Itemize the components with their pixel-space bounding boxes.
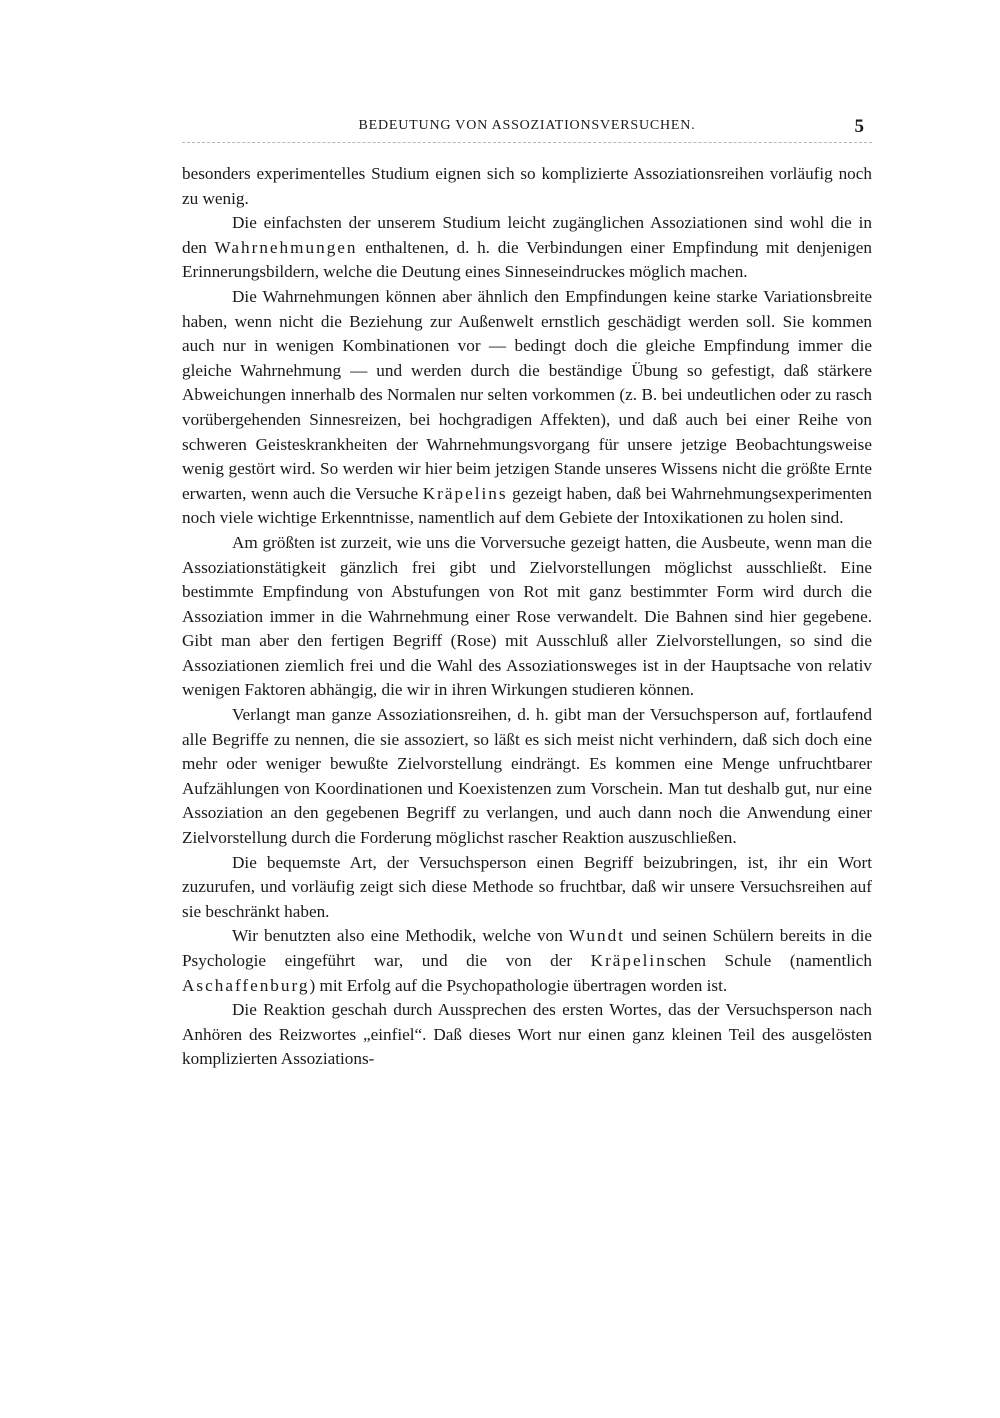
emphasis-aschaffenburg: Aschaffenburg <box>182 975 310 995</box>
emphasis-wahrnehmungen: Wahrnehmungen <box>214 237 358 257</box>
body-text <box>182 162 872 1072</box>
header-rule <box>182 142 872 143</box>
paragraph-1: besonders experimentelles Studium eignen sich so komplizierte Assoziationsreihen vorläufig noch zu wenig. <box>182 164 872 208</box>
paragraph-6: Die bequemste Art, der Versuchsperson einen Begriff beizubringen, ist, ihr ein Wort zuzurufen, und vorläufig zeigt sich diese Methode so fruchtbar, daß wir unsere Versuchsreihen auf sie beschränkt haben. <box>182 852 872 921</box>
page-header <box>182 118 872 142</box>
paragraph-2: Die einfachsten der unserem Studium leicht zugänglichen Assoziationen sind wohl die in den Wahrnehmungen enthaltenen, d. h. die Verbindungen einer Empfindung mit denjenigen Erinnerungsbildern, welche die Deutung eines Sinneseindruckes möglich machen. <box>182 213 872 282</box>
paragraph-4: Am größten ist zurzeit, wie uns die Vorversuche gezeigt hatten, die Ausbeute, wenn man die Assoziationstätigkeit gänzlich frei gibt und Zielvorstellungen möglichst ausschließt. Eine bestimmte Empfindung von Abstufungen von Rot mit ganz bestimmter Form wird durch die Assoziation immer in die Wahrnehmung einer Rose verwandelt. Die Bahnen sind hier gegebene. Gibt man aber den fertigen Begriff (Rose) mit Ausschluß aller Zielvorstellungen, so sind die Assoziationen ziemlich frei und die Wahl des Assoziationsweges ist in der Hauptsache von relativ wenigen Faktoren abhängig, die wir in ihren Wirkungen studieren können. <box>182 532 872 700</box>
emphasis-kraepelins: Kräpelins <box>422 483 508 503</box>
paragraph-3: Die Wahrnehmungen können aber ähnlich den Empfindungen keine starke Variationsbreite haben, wenn nicht die Beziehung zur Außenwelt ernstlich geschädigt werden soll. Sie kommen auch nur in wenigen Kombinationen vor — bedingt doch die gleiche Empfindung immer die gleiche Wahrnehmung — und werden durch die beständige Übung so gefestigt, daß stärkere Abweichungen innerhalb des Normalen nur selten vorkommen (z. B. bei undeutlichen oder zu rasch vorübergehenden Sinnesreizen, bei hochgradigen Affekten), und daß auch bei einer Reihe von schweren Geisteskrankheiten der Wahrnehmungsvorgang für unsere jetzige Beobachtungsweise wenig gestört wird. So werden wir hier beim jetzigen Stande unseres Wissens nicht die größte Ernte erwarten, wenn auch die Versuche Kräpelins gezeigt haben, daß bei Wahrnehmungsexperimenten noch viele wichtige Erkenntnisse, namentlich auf dem Gebiete der Intoxikationen zu holen sind. <box>182 286 872 528</box>
page-number: 5 <box>854 116 864 137</box>
running-title: BEDEUTUNG VON ASSOZIATIONSVERSUCHEN. <box>358 118 696 133</box>
paragraph-7: Wir benutzten also eine Methodik, welche von Wundt und seinen Schülern bereits in die Psychologie eingeführt war, und die von der Kräpelinschen Schule (namentlich Aschaffenburg) mit Erfolg auf die Psychopathologie übertragen worden ist. <box>182 926 872 995</box>
paragraph-8: Die Reaktion geschah durch Aussprechen des ersten Wortes, das der Versuchsperson nach Anhören des Reizwortes „einfiel“. Daß dieses Wort nur einen ganz kleinen Teil des ausgelösten komplizierten Assoziations- <box>182 1000 872 1069</box>
emphasis-kraepelin: Kräpelin <box>590 951 667 970</box>
emphasis-wundt: Wundt <box>568 926 625 946</box>
paragraph-5: Verlangt man ganze Assoziationsreihen, d. h. gibt man der Versuchsperson auf, fortlaufend alle Begriffe zu nennen, die sie assoziert, so läßt es sich meist nicht verhindern, daß sich doch eine mehr oder weniger bewußte Zielvorstellung eindrängt. Es kommen eine Menge unfruchtbarer Aufzählungen von Koordinationen und Koexistenzen zum Vorschein. Man tut deshalb gut, nur eine Assoziation an den gegebenen Begriff zu verlangen, und auch dann noch die Anwendung einer Zielvorstellung durch die Forderung möglichst rascher Reaktion auszuschließen. <box>182 705 872 848</box>
